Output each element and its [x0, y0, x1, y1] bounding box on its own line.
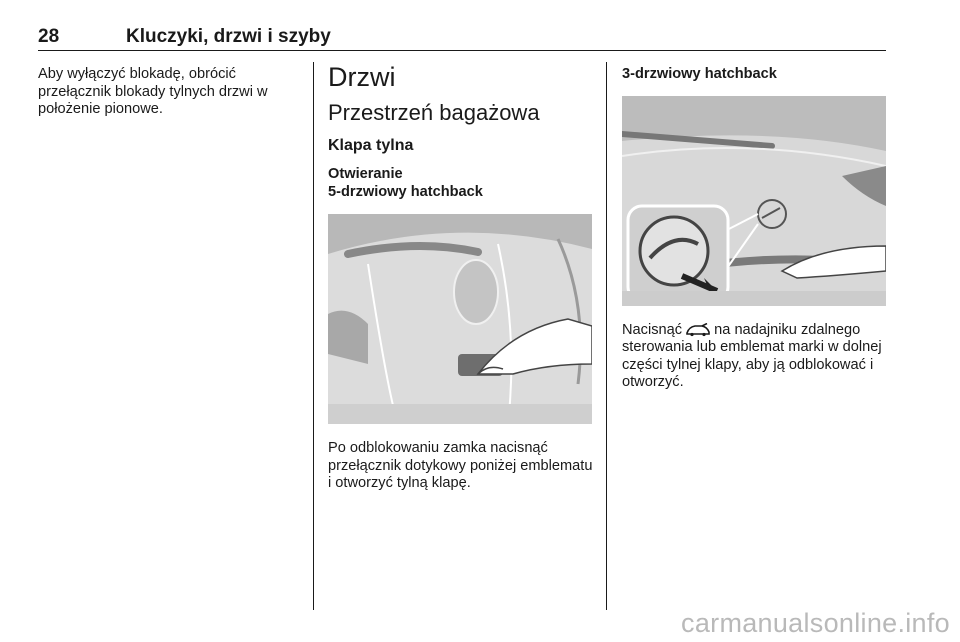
chapter-title: Kluczyki, drzwi i szyby — [126, 26, 331, 47]
body-paragraph: Aby wyłączyć blokadę, obrócić przełącznik blokady tylnych drzwi w położenie pionowe. — [38, 66, 268, 117]
column-divider-2 — [606, 62, 607, 610]
paragraph-text-end: na nadajniku zdalnego sterowania lub emblemat marki w dolnej części tylnej klapy, aby ją odblokować i otworzyć. — [622, 321, 882, 390]
heading-3-door: 3-drzwiowy hatchback — [622, 66, 777, 82]
heading-luggage-space: Przestrzeń bagażowa — [328, 100, 540, 125]
column-middle — [328, 62, 594, 493]
watermark: carmanualsonline.info — [681, 608, 950, 638]
heading-doors: Drzwi — [328, 62, 396, 92]
column-right — [622, 62, 888, 392]
car-trunk-icon — [686, 323, 710, 337]
tailgate-5-door-illustration — [328, 214, 592, 424]
heading-opening: Otwieranie — [328, 166, 403, 182]
header-rule — [38, 50, 886, 51]
page-number: 28 — [38, 26, 60, 47]
heading-tailgate: Klapa tylna — [328, 137, 414, 154]
paragraph-text-start: Nacisnąć — [622, 321, 683, 338]
body-paragraph — [622, 322, 888, 392]
body-paragraph: Po odblokowaniu zamka nacisnąć przełącznik dotykowy poniżej emblematu i otworzyć tylną klapę. — [328, 440, 593, 491]
heading-5-door: 5-drzwiowy hatchback — [328, 183, 483, 200]
column-left — [38, 62, 300, 119]
tailgate-3-door-illustration — [622, 96, 886, 306]
page-header — [38, 26, 888, 52]
column-divider-1 — [313, 62, 314, 610]
